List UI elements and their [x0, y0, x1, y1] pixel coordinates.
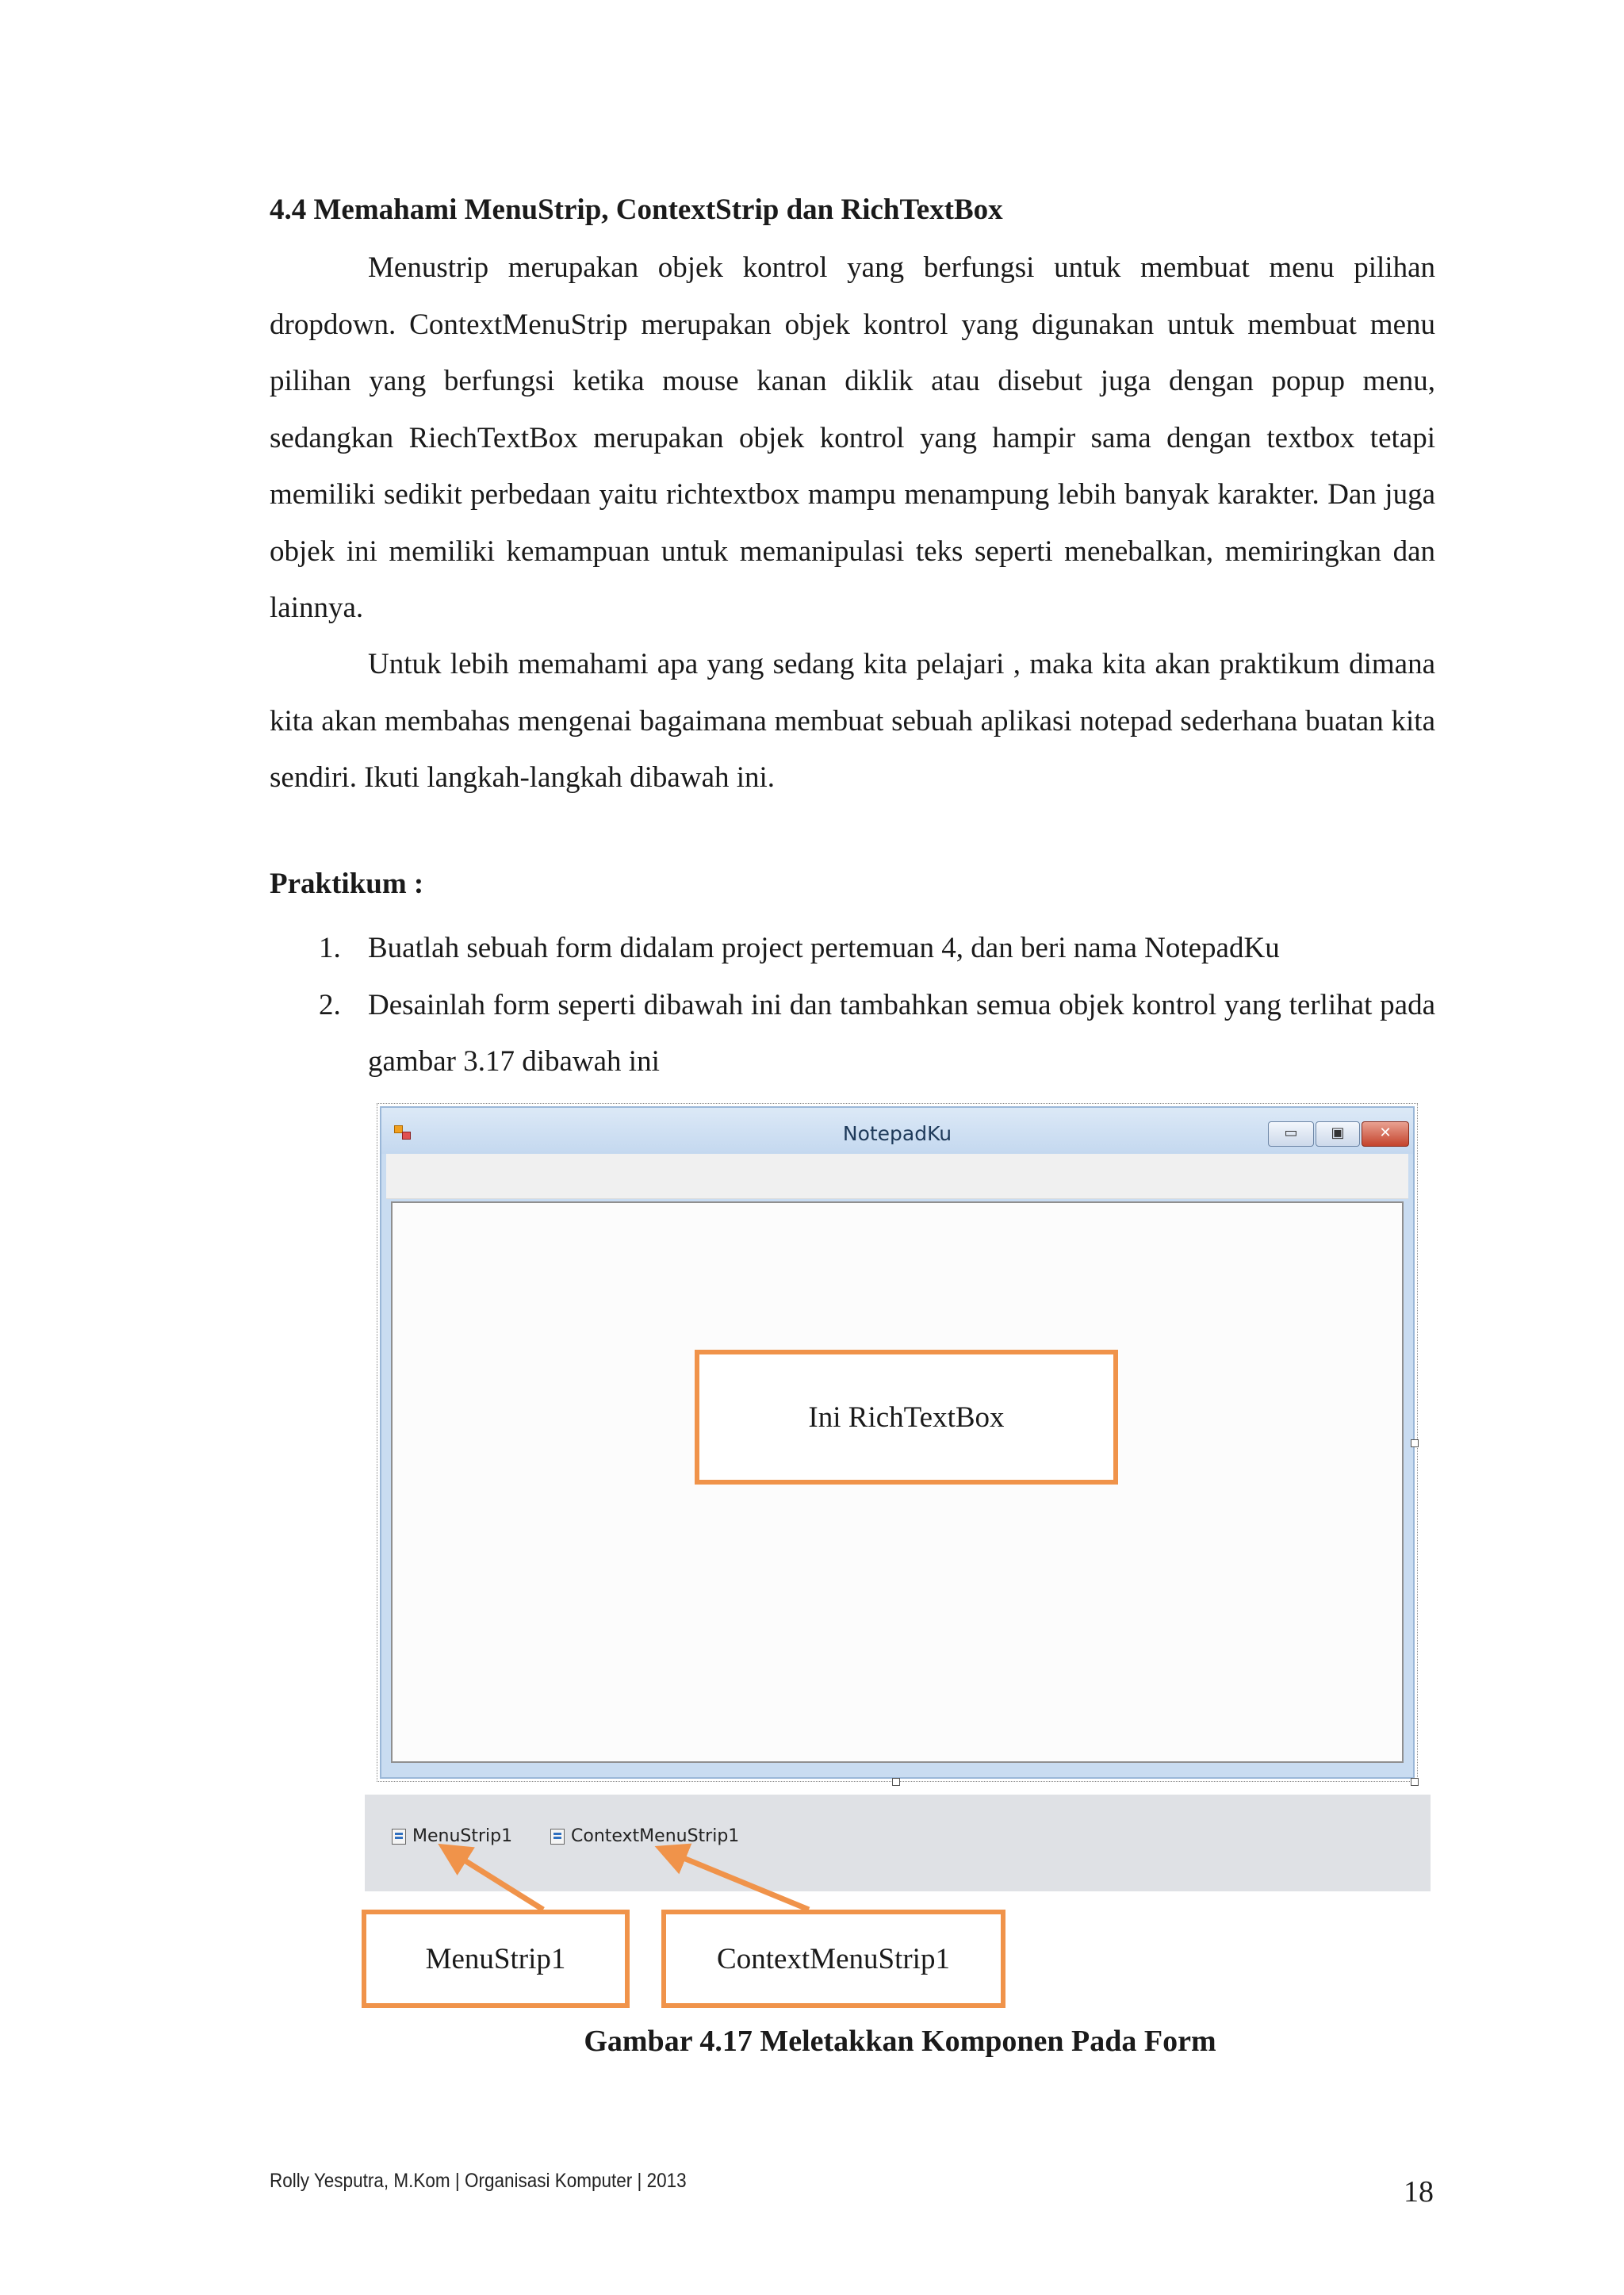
arrow-contextmenustrip — [670, 1852, 809, 1910]
richtextbox-callout: Ini RichTextBox — [695, 1350, 1118, 1485]
page-footer: Rolly Yesputra, M.Kom | Organisasi Komputer | 2013 — [270, 2170, 687, 2192]
minimize-button[interactable]: ▭ — [1268, 1121, 1314, 1147]
paragraph-intro: Menustrip merupakan objek kontrol yang berfungsi untuk membuat menu pilihan dropdown. ContextMenuStrip merupakan objek kontrol yang digunakan untuk membuat menu pilihan yang berfungsi ketika mouse kanan diklik atau disebut juga dengan popup menu, sedangkan RiechTextBox merupakan objek kontrol yang hampir sama dengan textbox tetapi memiliki sedikit perbedaan yaitu richtextbox mampu menampung lebih banyak karakter. Dan juga objek ini memiliki kemampuan untuk memanipulasi teks seperti menebalkan, memiringkan dan lainnya. — [270, 251, 1435, 624]
window-title: NotepadKu — [842, 1122, 952, 1145]
tray-item-label: ContextMenuStrip1 — [571, 1826, 740, 1846]
praktikum-label: Praktikum : — [270, 868, 424, 900]
figure-caption: Gambar 4.17 Meletakkan Komponen Pada Form — [584, 2025, 1216, 2058]
figure-form-screenshot — [365, 1102, 1435, 2022]
arrow-menustrip — [452, 1852, 543, 1910]
menustrip-callout: MenuStrip1 — [362, 1910, 630, 2008]
contextmenustrip-callout: ContextMenuStrip1 — [661, 1910, 1005, 2008]
callout-arrows — [365, 1102, 1435, 2022]
section-heading: 4.4 Memahami MenuStrip, ContextStrip dan RichTextBox — [270, 193, 1003, 226]
list-item — [270, 977, 1435, 1090]
step-text: Desainlah form seperti dibawah ini dan tambahkan semua objek kontrol yang terlihat pada gambar 3.17 dibawah ini — [368, 988, 1435, 1078]
steps-list — [270, 920, 1435, 1090]
paragraph-praktikum-intro: Untuk lebih memahami apa yang sedang kita pelajari , maka kita akan praktikum dimana kita akan membahas mengenai bagaimana membuat sebuah aplikasi notepad sederhana buatan kita sendiri. Ikuti langkah-langkah dibawah ini. — [270, 648, 1435, 794]
list-item — [270, 920, 1435, 977]
step-text: Buatlah sebuah form didalam project pertemuan 4, dan beri nama NotepadKu — [368, 932, 1280, 964]
step-number: 1. — [319, 932, 341, 964]
step-number: 2. — [319, 988, 341, 1021]
maximize-button[interactable]: ▣ — [1316, 1121, 1360, 1147]
page-number: 18 — [1404, 2175, 1434, 2209]
close-button[interactable]: ✕ — [1362, 1121, 1409, 1147]
tray-item-label: MenuStrip1 — [412, 1826, 513, 1846]
